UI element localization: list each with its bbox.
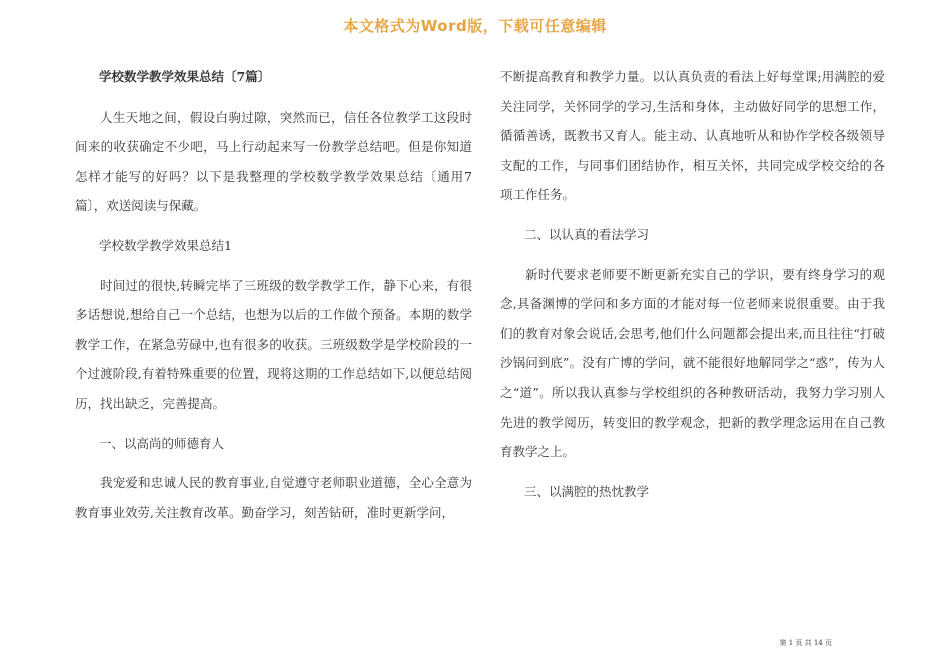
- left-column: [75, 62, 472, 537]
- document-title: 学校数学教学效果总结〔7篇〕: [99, 69, 271, 84]
- section-heading-2: 二、以认真的看法学习: [524, 226, 650, 242]
- body-paragraph-4: 新时代要求老师要不断更新充实自己的学识，要有终身学习的观念,具备渊博的学问和多方面的才能对每一位老师来说很重要。由于我们的教育对象会说话,会思考,他们什么问题都会提出来,而且往往“打破沙锅问到底”。没有广博的学问，就不能很好地解同学之“惑”，传为人之“道”。所以我认真参与学校组织的各种教研活动，我努力学习别人先进的教学阅历，转变旧的教学观念，把新的教学理念运用在自己教育教学之上。: [500, 266, 885, 460]
- section-heading-3: 三、以满腔的热忱教学: [524, 483, 650, 499]
- download-banner: 本文格式为Word版，下载可任意编辑: [343, 17, 607, 35]
- body-paragraph-2: 我宠爱和忠诚人民的教育事业,自觉遵守老师职业道德，全心全意为教育事业效劳,关注教育改革。勤奋学习，刻苦钻研，准时更新学问，: [75, 475, 472, 520]
- page-number: 第 1 页 共 14 页: [779, 639, 832, 647]
- section-subtitle: 学校数学教学效果总结1: [99, 237, 232, 253]
- section-heading-1: 一、以高尚的师德育人: [99, 435, 225, 451]
- right-column: [500, 62, 885, 516]
- body-paragraph-3: 不断提高教育和教学力量。以认真负责的看法上好每堂课;用满腔的爱关注同学，关怀同学的学习,生活和身体，主动做好同学的思想工作，循循善诱，既教书又育人。能主动、认真地听从和协作学校各级领导支配的工作，与同事们团结协作，相互关怀，共同完成学校交给的各项工作任务。: [500, 69, 885, 203]
- intro-paragraph: 人生天地之间，假设白驹过隙，突然而已，信任各位教学工这段时间来的收获确定不少吧，马上行动起来写一份教学总结吧。但是你知道怎样才能写的好吗？以下是我整理的学校数学教学效果总结〔通用7篇〕，欢送阅读与保藏。: [75, 109, 472, 214]
- body-paragraph-1: 时间过的很快,转瞬完毕了三班级的数学教学工作，静下心来，有很多话想说,想给自己一个总结，也想为以后的工作做个预备。本期的数学教学工作，在紧急劳碌中,也有很多的收获。三班级数学是学校阶段的一个过渡阶段,有着特殊重要的位置，现将这期的工作总结如下,以便总结阅历，找出缺乏，完善提高。: [75, 277, 472, 411]
